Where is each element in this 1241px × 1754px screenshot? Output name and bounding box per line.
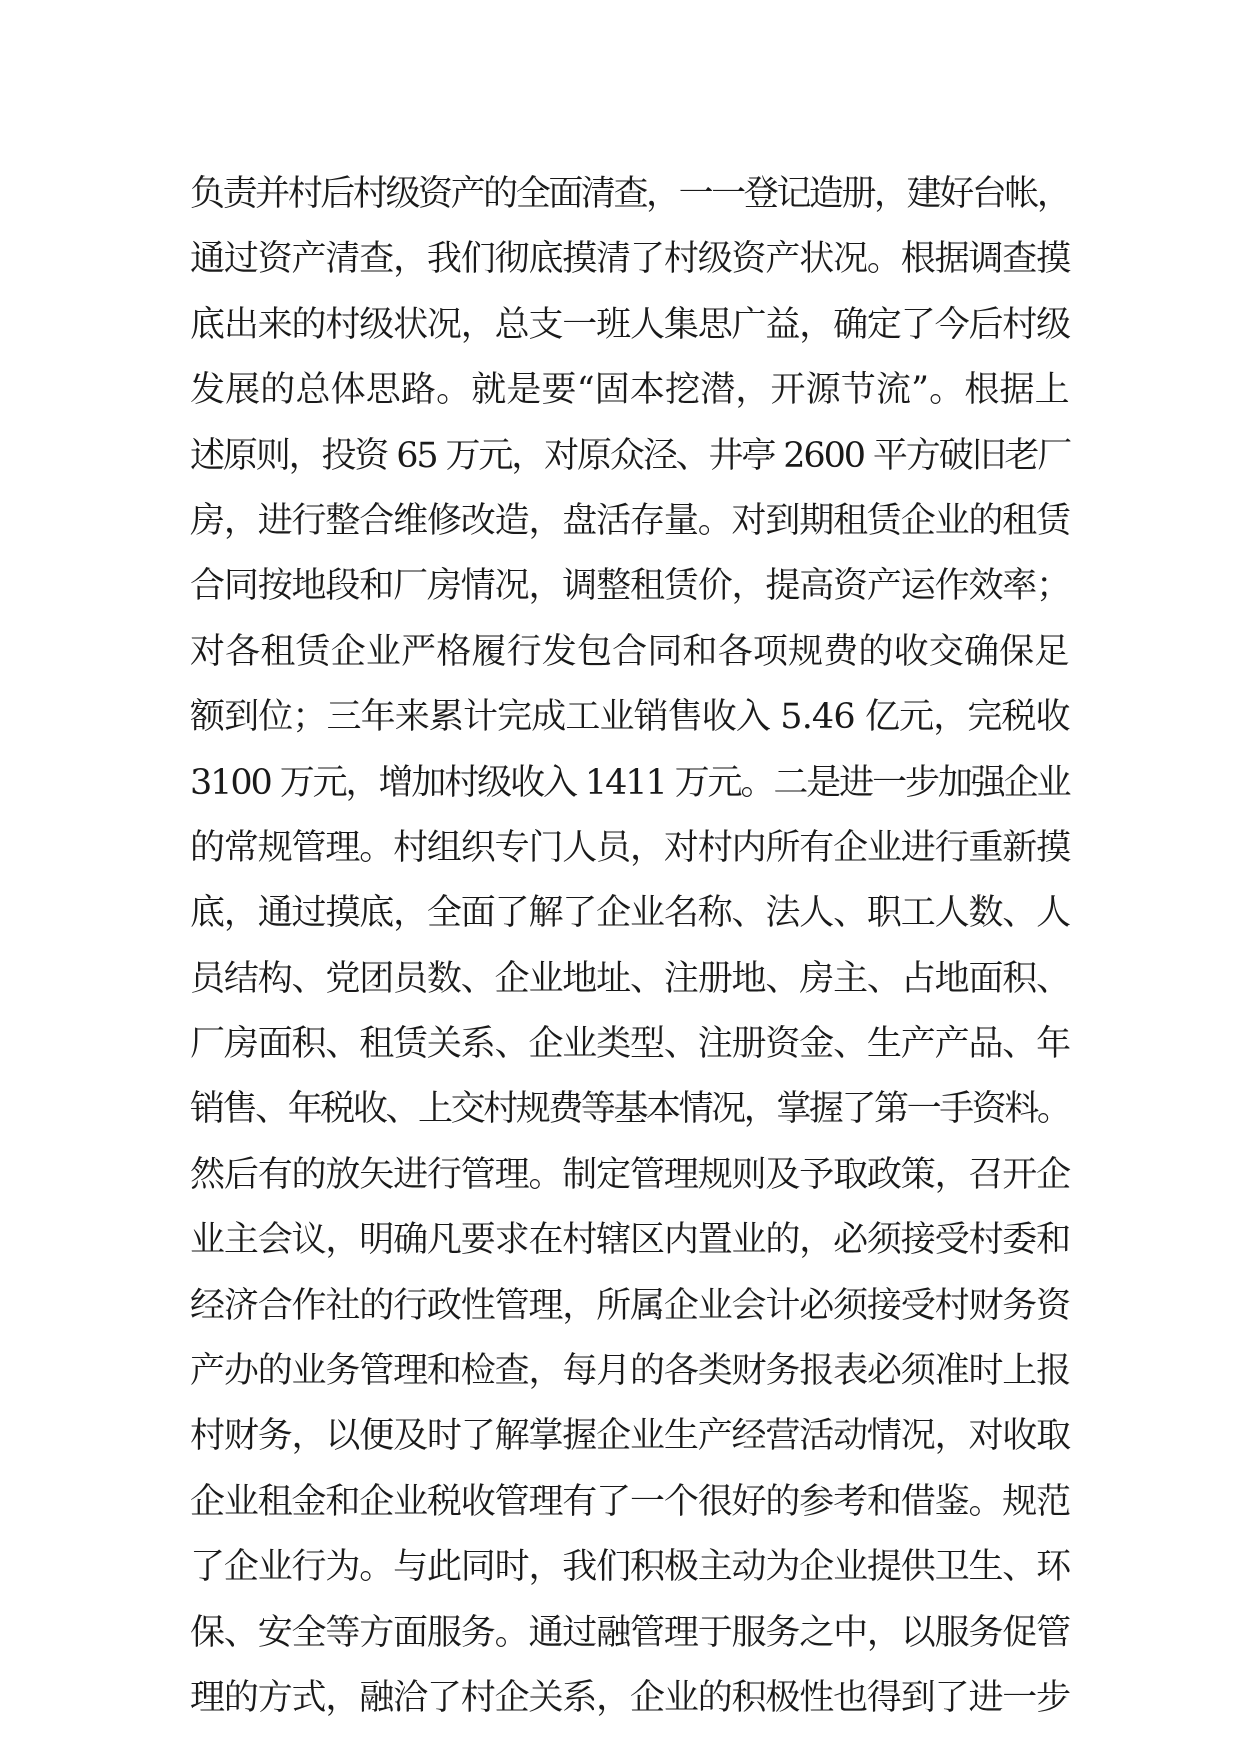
text-line: 业主会议，明确凡要求在村辖区内置业的，必须接受村委和 bbox=[190, 1220, 1071, 1261]
text-line: 然后有的放矢进行管理。制定管理规则及予取政策，召开企 bbox=[190, 1154, 1071, 1195]
text-line: 厂房面积、租赁关系、企业类型、注册资金、生产产品、年 bbox=[190, 1024, 1071, 1065]
text-line: 述原则，投资 65 万元，对原众泾、井亭 2600 平方破旧老厂 bbox=[190, 435, 1071, 476]
text-line: 通过资产清查，我们彻底摸清了村级资产状况。根据调查摸 bbox=[190, 239, 1071, 280]
text-line: 村财务，以便及时了解掌握企业生产经营活动情况，对收取 bbox=[190, 1416, 1071, 1457]
text-line: 底出来的村级状况，总支一班人集思广益，确定了今后村级 bbox=[190, 304, 1071, 345]
text-line: 房，进行整合维修改造，盘活存量。对到期租赁企业的租赁 bbox=[190, 500, 1071, 541]
text-line: 经济合作社的行政性管理，所属企业会计必须接受村财务资 bbox=[190, 1285, 1071, 1326]
text-line: 发展的总体思路。就是要“固本挖潜，开源节流”。根据上 bbox=[190, 370, 1070, 411]
text-line: 负责并村后村级资产的全面清查，一一登记造册，建好台帐， bbox=[190, 174, 1070, 214]
text-line: 的常规管理。村组织专门人员，对村内所有企业进行重新摸 bbox=[190, 827, 1071, 868]
text-line: 了企业行为。与此同时，我们积极主动为企业提供卫生、环 bbox=[190, 1547, 1071, 1588]
text-line: 底，通过摸底，全面了解了企业名称、法人、职工人数、人 bbox=[190, 893, 1071, 934]
text-line: 合同按地段和厂房情况，调整租赁价，提高资产运作效率； bbox=[190, 566, 1071, 607]
text-line: 员结构、党团员数、企业地址、注册地、房主、占地面积、 bbox=[190, 958, 1071, 999]
text-line: 额到位；三年来累计完成工业销售收入 5.46 亿元，完税收 bbox=[190, 697, 1070, 738]
text-line: 3100 万元，增加村级收入 1411 万元。二是进一步加强企业 bbox=[190, 762, 1070, 803]
text-line: 企业租金和企业税收管理有了一个很好的参考和借鉴。规范 bbox=[190, 1481, 1071, 1522]
text-line: 销售、年税收、上交村规费等基本情况，掌握了第一手资料。 bbox=[190, 1089, 1070, 1130]
text-line: 对各租赁企业严格履行发包合同和各项规费的收交确保足 bbox=[190, 631, 1070, 672]
text-line: 理的方式，融洽了村企关系，企业的积极性也得到了进一步 bbox=[190, 1677, 1071, 1718]
body-paragraph bbox=[190, 162, 1070, 1731]
text-line: 产办的业务管理和检查，每月的各类财务报表必须准时上报 bbox=[190, 1351, 1071, 1392]
text-line: 保、安全等方面服务。通过融管理于服务之中，以服务促管 bbox=[190, 1612, 1071, 1653]
